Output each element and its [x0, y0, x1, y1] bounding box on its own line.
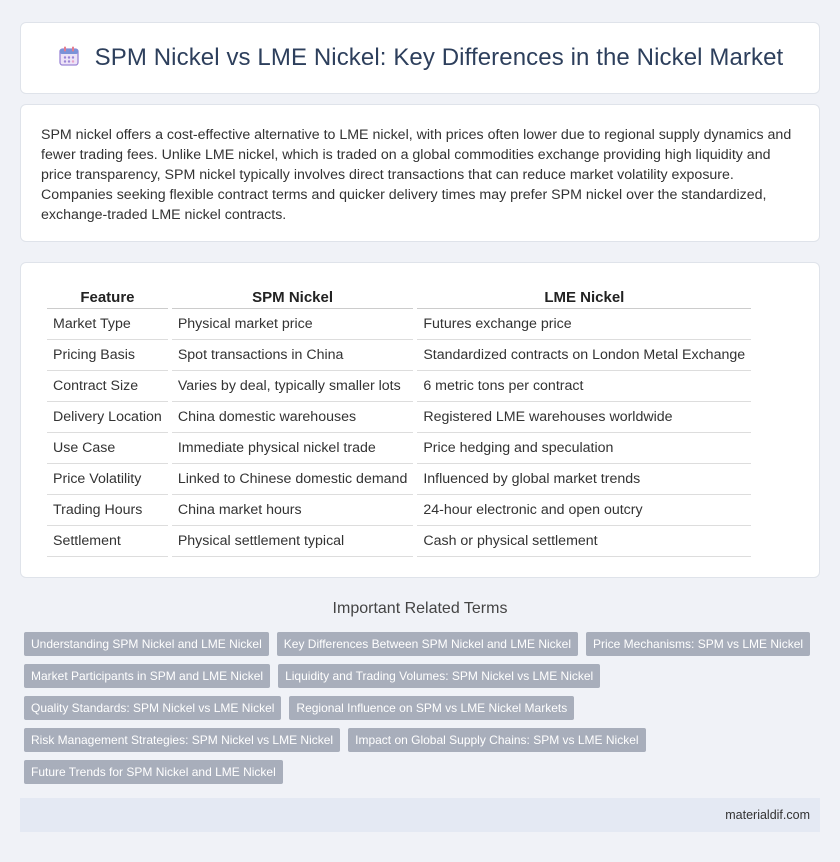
- spm-cell: Physical market price: [172, 309, 414, 340]
- lme-cell: Registered LME warehouses worldwide: [417, 402, 751, 433]
- spm-cell: Linked to Chinese domestic demand: [172, 464, 414, 495]
- footer: [20, 798, 820, 832]
- calendar-icon: [57, 44, 81, 73]
- lme-cell: 24-hour electronic and open outcry: [417, 495, 751, 526]
- lme-cell: Cash or physical settlement: [417, 526, 751, 557]
- title-card: [20, 22, 820, 94]
- feature-cell: Settlement: [47, 526, 168, 557]
- related-term-tag[interactable]: Future Trends for SPM Nickel and LME Nickel: [24, 760, 283, 784]
- related-term-tag[interactable]: Understanding SPM Nickel and LME Nickel: [24, 632, 269, 656]
- comparison-table: [43, 285, 755, 557]
- related-terms-heading: Important Related Terms: [332, 600, 508, 617]
- feature-cell: Market Type: [47, 309, 168, 340]
- related-term-tag[interactable]: Impact on Global Supply Chains: SPM vs LME Nickel: [348, 728, 645, 752]
- related-term-tag[interactable]: Liquidity and Trading Volumes: SPM Nickel vs LME Nickel: [278, 664, 600, 688]
- column-header-lme-nickel: LME Nickel: [417, 285, 751, 309]
- spm-cell: Immediate physical nickel trade: [172, 433, 414, 464]
- related-terms-tags: [24, 632, 814, 784]
- lme-cell: Influenced by global market trends: [417, 464, 751, 495]
- spm-cell: China domestic warehouses: [172, 402, 414, 433]
- feature-cell: Price Volatility: [47, 464, 168, 495]
- lme-cell: Futures exchange price: [417, 309, 751, 340]
- lme-cell: Price hedging and speculation: [417, 433, 751, 464]
- table-row: [47, 309, 751, 340]
- intro-paragraph: SPM nickel offers a cost-effective alternative to LME nickel, with prices often lower due to regional supply dynamics and fewer trading fees. Unlike LME nickel, which is traded on a global commodities exchange providing high liquidity and price transparency, SPM nickel typically involves direct transactions that can reduce market volatility exposure. Companies seeking flexible contract terms and quicker delivery times may prefer SPM nickel over the standardized, exchange-traded LME nickel contracts.: [41, 127, 792, 223]
- feature-cell: Trading Hours: [47, 495, 168, 526]
- related-term-tag[interactable]: Key Differences Between SPM Nickel and LME Nickel: [277, 632, 578, 656]
- intro-card: [20, 104, 820, 242]
- feature-cell: Pricing Basis: [47, 340, 168, 371]
- column-header-feature: Feature: [47, 285, 168, 309]
- footer-site-link[interactable]: materialdif.com: [725, 808, 810, 822]
- spm-cell: Physical settlement typical: [172, 526, 414, 557]
- related-term-tag[interactable]: Risk Management Strategies: SPM Nickel vs LME Nickel: [24, 728, 340, 752]
- column-header-spm-nickel: SPM Nickel: [172, 285, 414, 309]
- table-row: [47, 433, 751, 464]
- feature-cell: Use Case: [47, 433, 168, 464]
- related-term-tag[interactable]: Regional Influence on SPM vs LME Nickel Markets: [289, 696, 574, 720]
- table-row: [47, 340, 751, 371]
- spm-cell: China market hours: [172, 495, 414, 526]
- spm-cell: Spot transactions in China: [172, 340, 414, 371]
- page-title: SPM Nickel vs LME Nickel: Key Differences in the Nickel Market: [94, 44, 784, 71]
- comparison-table-card: [20, 262, 820, 578]
- lme-cell: Standardized contracts on London Metal Exchange: [417, 340, 751, 371]
- lme-cell: 6 metric tons per contract: [417, 371, 751, 402]
- related-term-tag[interactable]: Price Mechanisms: SPM vs LME Nickel: [586, 632, 810, 656]
- table-row: [47, 526, 751, 557]
- feature-cell: Contract Size: [47, 371, 168, 402]
- feature-cell: Delivery Location: [47, 402, 168, 433]
- table-header-row: [47, 285, 751, 309]
- table-row: [47, 464, 751, 495]
- table-row: [47, 495, 751, 526]
- table-row: [47, 402, 751, 433]
- related-term-tag[interactable]: Market Participants in SPM and LME Nickel: [24, 664, 270, 688]
- related-term-tag[interactable]: Quality Standards: SPM Nickel vs LME Nickel: [24, 696, 281, 720]
- table-row: [47, 371, 751, 402]
- spm-cell: Varies by deal, typically smaller lots: [172, 371, 414, 402]
